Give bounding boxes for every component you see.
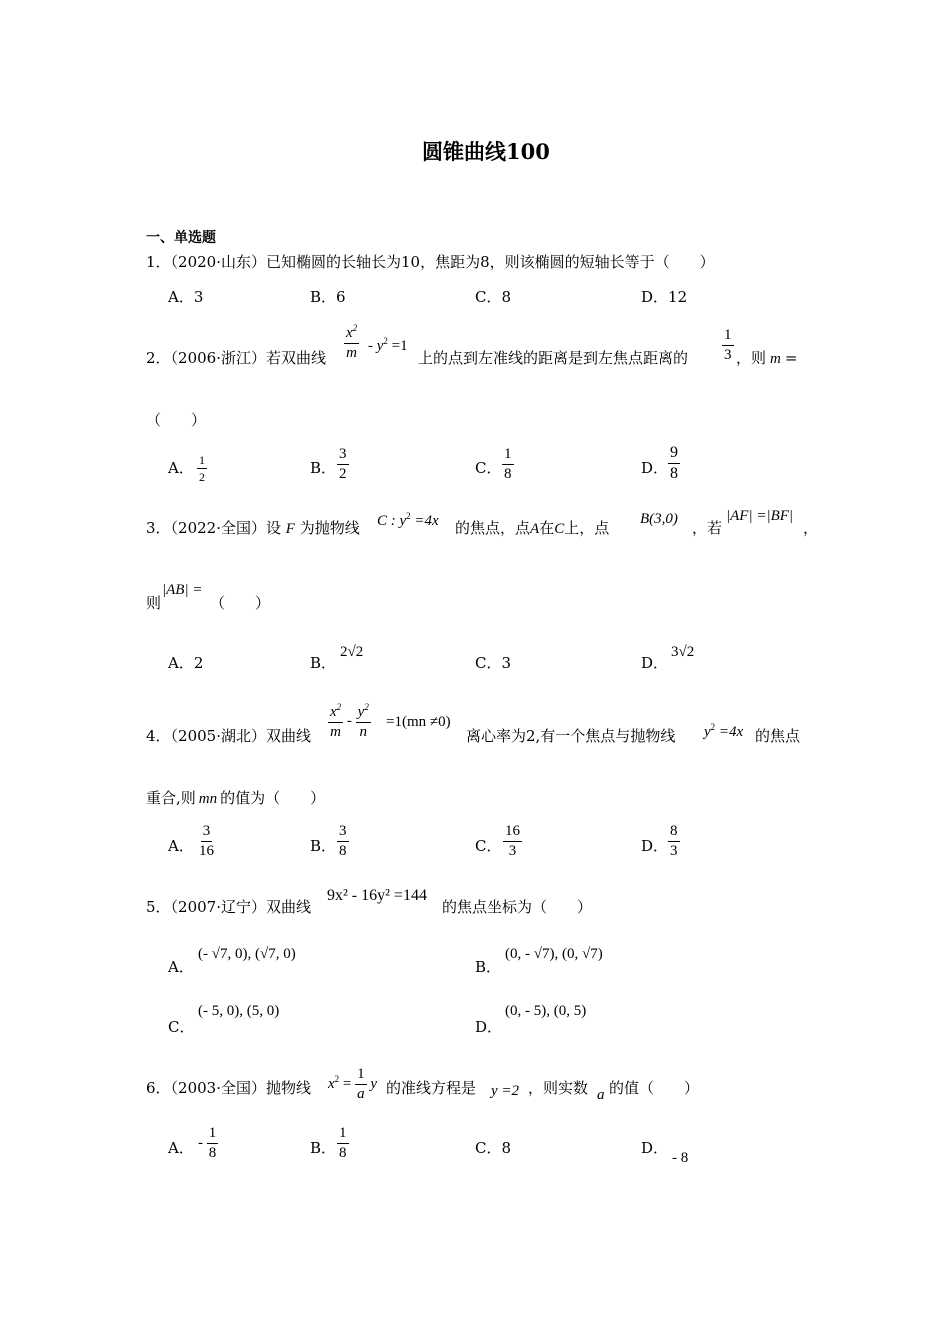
q1-option-d[interactable]: D．12 bbox=[641, 288, 688, 306]
q6-parabola-equation bbox=[328, 1067, 377, 1102]
q3-parabola-equation bbox=[377, 512, 439, 529]
section-heading: 一、单选题 bbox=[146, 230, 216, 246]
text: 设 bbox=[266, 519, 282, 537]
q2-option-a-value[interactable] bbox=[197, 454, 207, 483]
page-title: 圆锥曲线100 bbox=[422, 139, 550, 164]
var-x: x bbox=[346, 325, 353, 341]
denominator: 8 bbox=[504, 466, 512, 482]
q4-option-d-value[interactable] bbox=[668, 824, 680, 859]
q3-text-2 bbox=[455, 521, 609, 537]
q4-option-b-label[interactable]: B． bbox=[310, 837, 337, 855]
q1-option-b[interactable]: B．6 bbox=[310, 288, 346, 306]
text: 双曲线 bbox=[266, 898, 312, 916]
q2-post-text bbox=[736, 351, 797, 367]
numerator: 16 bbox=[503, 824, 522, 842]
q6-mid-text: 的准线方程是 bbox=[386, 1079, 477, 1097]
q2-blank: （ ） bbox=[146, 411, 207, 429]
q2-hyperbola-equation bbox=[344, 324, 359, 361]
q3-line-2: 则 bbox=[146, 594, 162, 612]
q3-option-a[interactable] bbox=[168, 656, 203, 671]
q6-post-text: ，则实数 bbox=[528, 1079, 589, 1097]
q2-option-d-value[interactable] bbox=[668, 445, 680, 482]
question-number: 4． bbox=[146, 727, 171, 745]
text: 抛物线 bbox=[266, 1079, 312, 1097]
condition: |AF| =|BF| bbox=[726, 508, 794, 524]
equals: = bbox=[342, 1075, 352, 1092]
q3-text-5: ，若 bbox=[692, 519, 723, 537]
question-number: 3． bbox=[146, 519, 171, 537]
question-3 bbox=[146, 521, 360, 537]
q2-fraction-one-third bbox=[722, 328, 734, 363]
value: 2 bbox=[193, 654, 204, 672]
numerator: 1 bbox=[722, 328, 734, 346]
ab: |AB| = bbox=[162, 582, 203, 598]
var-m: m bbox=[770, 351, 781, 367]
question-number: 5． bbox=[146, 898, 171, 916]
q2-option-c-label[interactable]: C． bbox=[475, 459, 502, 477]
q5-post-text: 的焦点坐标为（ ） bbox=[442, 898, 593, 916]
denominator: 8 bbox=[339, 1145, 347, 1161]
q6-option-c[interactable] bbox=[475, 1141, 511, 1156]
var-mn: mn bbox=[198, 791, 218, 807]
q5-equation: 9x² - 16y² =144 bbox=[327, 887, 427, 904]
question-2 bbox=[146, 351, 326, 366]
numerator: 1 bbox=[355, 1067, 367, 1085]
numerator: 3 bbox=[337, 824, 349, 842]
q2-mid-text: 上的点到左准线的距离是到左焦点距离的 bbox=[418, 349, 689, 367]
q4-option-a-label[interactable]: A． bbox=[168, 837, 194, 855]
q4-text-2: 的焦点 bbox=[755, 727, 801, 745]
q6-option-b-label[interactable]: B． bbox=[310, 1139, 337, 1157]
q6-option-d-label[interactable]: D． bbox=[641, 1139, 669, 1157]
var-y: y bbox=[370, 1075, 378, 1092]
text: 为抛物线 bbox=[299, 519, 360, 537]
exponent: 2 bbox=[406, 511, 411, 521]
var-m: m bbox=[330, 724, 341, 740]
numerator: 9 bbox=[668, 445, 680, 464]
text: 上，点 bbox=[564, 519, 610, 537]
equals: = bbox=[784, 349, 798, 367]
question-source: （2003·全国） bbox=[170, 1079, 266, 1097]
denominator: 8 bbox=[208, 1145, 217, 1161]
question-text: 若双曲线 bbox=[266, 349, 327, 367]
exponent: 2 bbox=[352, 323, 358, 333]
question-text: 已知椭圆的长轴长为10，焦距为8，则该椭圆的短轴长等于（ ） bbox=[266, 253, 715, 271]
question-source: （2022·全国） bbox=[170, 519, 266, 537]
equals-one: =1 bbox=[391, 338, 408, 354]
q6-var-a: a bbox=[597, 1087, 605, 1103]
rhs: =4x bbox=[718, 724, 744, 740]
q4-condition: =1(mn ≠0) bbox=[386, 714, 451, 730]
point-b: B(3,0) bbox=[640, 511, 678, 527]
q4-option-a-value[interactable] bbox=[197, 824, 216, 859]
q3-condition bbox=[726, 509, 793, 524]
var-y: y bbox=[357, 704, 365, 720]
q3-option-c[interactable] bbox=[475, 656, 511, 671]
q5-option-c-label[interactable]: C． bbox=[168, 1018, 195, 1036]
question-source: （2006·浙江） bbox=[170, 349, 266, 367]
denominator: 3 bbox=[508, 843, 517, 859]
question-source: （2005·湖北） bbox=[170, 727, 266, 745]
q6-option-d-value[interactable]: - 8 bbox=[672, 1150, 689, 1166]
q4-hyperbola-equation bbox=[328, 703, 371, 740]
text: 在 bbox=[539, 519, 555, 537]
denominator: 2 bbox=[199, 470, 205, 484]
exponent: 2 bbox=[364, 702, 369, 712]
q5-option-b-label[interactable]: B． bbox=[475, 958, 502, 976]
question-number: 6． bbox=[146, 1079, 171, 1097]
var-x: x bbox=[328, 1075, 335, 1092]
label: C． bbox=[475, 1139, 502, 1157]
denominator: 8 bbox=[670, 465, 678, 482]
var-y: y bbox=[704, 724, 711, 740]
q6-end-text: 的值（ ） bbox=[609, 1079, 700, 1097]
text: ，则 bbox=[736, 349, 767, 367]
var-c: C bbox=[554, 521, 565, 537]
curve-rhs: =4x bbox=[414, 513, 439, 529]
var-a: A bbox=[530, 521, 540, 537]
value: 3 bbox=[501, 654, 512, 672]
numerator: 8 bbox=[668, 824, 680, 842]
numerator: 3 bbox=[201, 824, 213, 842]
q2-option-a-label[interactable]: A． bbox=[168, 459, 194, 477]
q3-option-b-value[interactable]: 2√2 bbox=[340, 644, 364, 660]
q3-blank: （ ） bbox=[210, 594, 271, 612]
q5-option-d-label[interactable]: D． bbox=[475, 1018, 503, 1036]
var-m: m bbox=[346, 345, 357, 361]
q3-option-d-value[interactable]: 3√2 bbox=[671, 644, 695, 660]
text: 的焦点，点 bbox=[455, 519, 531, 537]
q5-option-a-label[interactable]: A． bbox=[168, 958, 194, 976]
minus: - bbox=[198, 1134, 203, 1151]
var-n: n bbox=[359, 724, 367, 740]
q5-option-a-value[interactable]: (- √7, 0), (√7, 0) bbox=[198, 946, 296, 962]
q4-text-1: 离心率为2,有一个焦点与抛物线 bbox=[466, 727, 676, 745]
q5-option-b-value[interactable]: (0, - √7), (0, √7) bbox=[505, 946, 603, 962]
text: 重合,则 bbox=[146, 789, 196, 807]
q2-hyperbola-rest bbox=[368, 337, 408, 354]
minus: - bbox=[346, 712, 352, 729]
numerator: 1 bbox=[207, 1126, 219, 1144]
question-1 bbox=[146, 255, 715, 270]
q3-option-b-label[interactable]: B． bbox=[310, 654, 337, 672]
exponent: 2 bbox=[336, 702, 342, 712]
q2-option-c-value[interactable] bbox=[502, 447, 514, 482]
question-source: （2020·山东） bbox=[170, 253, 266, 271]
question-5 bbox=[146, 900, 311, 915]
q3-option-d-label[interactable]: D． bbox=[641, 654, 669, 672]
label: C． bbox=[475, 654, 502, 672]
text: 双曲线 bbox=[266, 727, 312, 745]
numerator: 3 bbox=[337, 447, 349, 465]
q1-option-a[interactable]: A．3 bbox=[168, 288, 204, 306]
denominator: 3 bbox=[670, 843, 678, 859]
value: 8 bbox=[501, 1139, 512, 1157]
var-x: x bbox=[330, 704, 337, 720]
var-a: a bbox=[357, 1086, 365, 1102]
q2-option-b-label[interactable]: B． bbox=[310, 459, 337, 477]
q6-directrix: y =2 bbox=[491, 1083, 520, 1099]
q4-parabola-equation bbox=[704, 723, 743, 740]
minus-y: - y bbox=[368, 338, 384, 354]
var-f: F bbox=[285, 521, 295, 537]
question-4 bbox=[146, 729, 311, 744]
q3-comma: ， bbox=[803, 519, 819, 537]
exponent: 2 bbox=[383, 336, 388, 346]
numerator: 1 bbox=[337, 1126, 349, 1144]
q4-option-c-label[interactable]: C． bbox=[475, 837, 502, 855]
q2-option-b-value[interactable] bbox=[337, 447, 349, 482]
q5-option-d-value[interactable]: (0, - 5), (0, 5) bbox=[505, 1003, 587, 1019]
q6-option-b-value[interactable] bbox=[337, 1126, 349, 1161]
curve: C : y bbox=[377, 513, 407, 529]
exponent: 2 bbox=[710, 722, 716, 732]
numerator: 1 bbox=[199, 453, 205, 467]
q4-option-d-label[interactable]: D． bbox=[641, 837, 669, 855]
q1-option-c[interactable]: C．8 bbox=[475, 288, 512, 306]
question-number: 2． bbox=[146, 349, 171, 367]
denominator: 8 bbox=[339, 843, 347, 859]
text: 的值为（ ） bbox=[220, 789, 326, 807]
q3-point-b bbox=[640, 512, 678, 527]
q6-option-a-label[interactable]: A． bbox=[168, 1139, 194, 1157]
q3-ab-expression bbox=[162, 583, 202, 598]
q5-option-c-value[interactable]: (- 5, 0), (5, 0) bbox=[198, 1003, 280, 1019]
q4-option-c-value[interactable] bbox=[503, 824, 522, 859]
denominator: 3 bbox=[724, 347, 732, 363]
question-6 bbox=[146, 1081, 311, 1096]
exponent: 2 bbox=[334, 1073, 340, 1084]
denominator: 16 bbox=[199, 843, 214, 859]
q4-option-b-value[interactable] bbox=[337, 824, 349, 859]
question-source: （2007·辽宁） bbox=[170, 898, 266, 916]
q2-option-d-label[interactable]: D． bbox=[641, 459, 669, 477]
denominator: 2 bbox=[339, 466, 347, 482]
q4-line-2 bbox=[146, 791, 325, 807]
numerator: 1 bbox=[502, 447, 514, 465]
q6-option-a-value[interactable] bbox=[198, 1126, 218, 1161]
question-number: 1． bbox=[146, 253, 171, 271]
label: A． bbox=[168, 654, 194, 672]
